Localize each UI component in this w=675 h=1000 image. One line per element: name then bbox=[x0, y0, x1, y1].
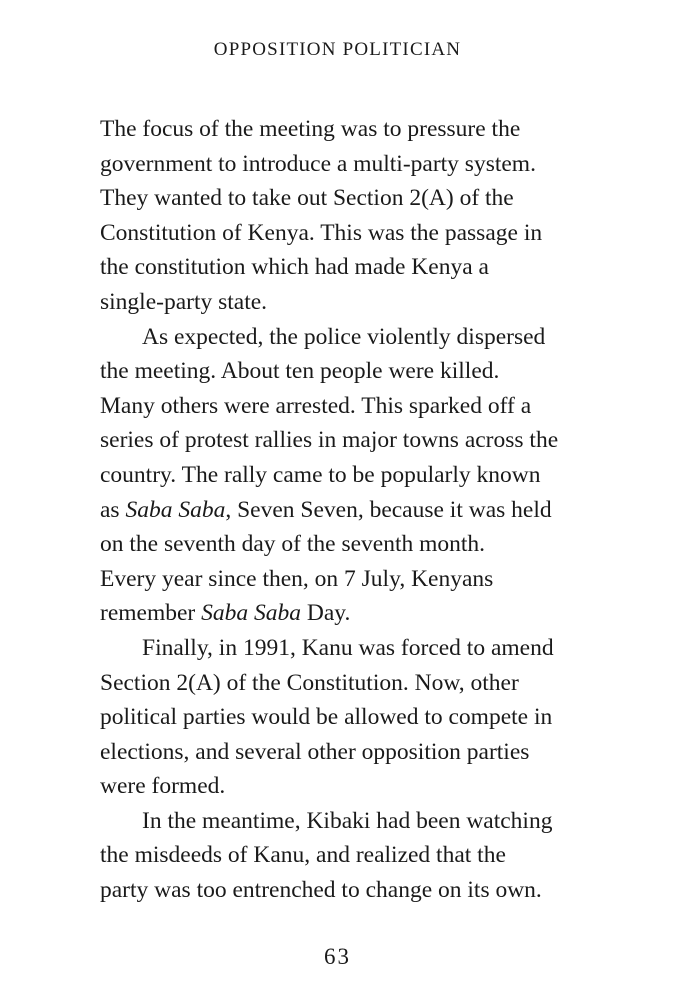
text-line: the meeting. About ten people were killed. bbox=[100, 358, 500, 385]
text-line: country. The rally came to be popularly known bbox=[100, 461, 541, 488]
page-number: 63 bbox=[324, 944, 351, 969]
text-line: Many others were arrested. This sparked off a bbox=[100, 392, 532, 419]
text-line: Section 2(A) of the Constitution. Now, other bbox=[100, 669, 519, 696]
text-line: series of protest rallies in major towns across the bbox=[100, 427, 559, 454]
text-line: The focus of the meeting was to pressure the bbox=[100, 116, 521, 142]
italic-term: Saba Saba bbox=[125, 496, 226, 523]
paragraph-1 bbox=[100, 112, 610, 320]
text-line: the constitution which had made Kenya a bbox=[100, 254, 489, 281]
italic-term: Saba Saba bbox=[201, 600, 302, 627]
text-line: In the meantime, Kibaki had been watching bbox=[142, 807, 553, 834]
text-line: political parties would be allowed to compete in bbox=[100, 704, 553, 731]
text-line: Finally, in 1991, Kanu was forced to amend bbox=[142, 634, 554, 661]
text-line: party was too entrenched to change on its own. bbox=[100, 877, 542, 904]
text-line: the misdeeds of Kanu, and realized that the bbox=[100, 842, 506, 869]
text-line: government to introduce a multi-party system. bbox=[100, 150, 536, 177]
text-run: as bbox=[100, 496, 126, 523]
text-line: elections, and several other opposition parties bbox=[100, 738, 530, 765]
paragraph-2 bbox=[100, 320, 610, 631]
text-line: on the seventh day of the seventh month. bbox=[100, 531, 486, 558]
text-run: , Seven Seven, because it was held bbox=[225, 496, 552, 523]
text-line bbox=[100, 596, 610, 631]
text-line bbox=[100, 493, 610, 528]
text-run: Day. bbox=[301, 600, 351, 627]
text-line: single-party state. bbox=[100, 288, 268, 315]
paragraph-4 bbox=[100, 804, 610, 908]
paragraph-3 bbox=[100, 631, 610, 804]
text-line: Constitution of Kenya. This was the passage in bbox=[100, 219, 543, 246]
text-line: As expected, the police violently dispersed bbox=[142, 323, 546, 350]
text-line: Every year since then, on 7 July, Kenyans bbox=[100, 565, 494, 592]
text-run: remember bbox=[100, 600, 202, 627]
text-line: They wanted to take out Section 2(A) of the bbox=[100, 185, 514, 212]
text-line: were formed. bbox=[100, 773, 226, 800]
body-text bbox=[100, 112, 610, 908]
running-head: OPPOSITION POLITICIAN bbox=[213, 39, 462, 60]
